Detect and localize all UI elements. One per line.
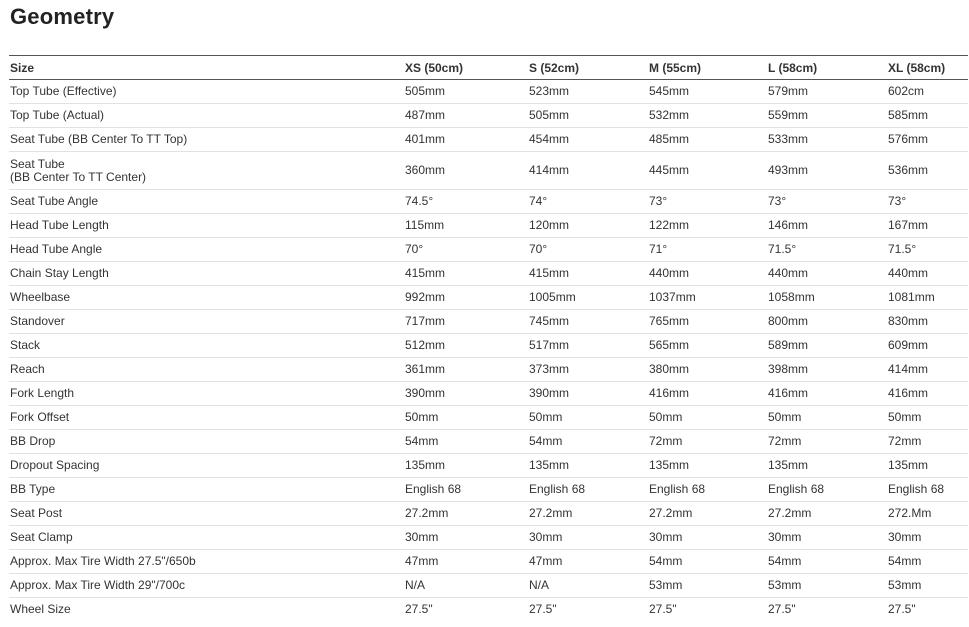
header-size: Size	[10, 60, 35, 75]
cell-m: 54mm	[649, 554, 683, 568]
cell-l: 1058mm	[768, 290, 815, 304]
cell-xs: 74.5°	[405, 194, 434, 208]
table-row	[9, 104, 968, 128]
cell-l: 27.2mm	[768, 506, 812, 520]
cell-xl: English 68	[888, 482, 945, 496]
cell-s: 27.5"	[529, 602, 557, 617]
cell-l: 54mm	[768, 554, 802, 568]
table-row	[9, 550, 968, 574]
cell-xs: N/A	[405, 578, 426, 592]
row-label: Seat Tube Angle	[10, 194, 99, 208]
header-xl: XL (58cm)	[888, 60, 946, 75]
row-label: Chain Stay Length	[10, 266, 109, 280]
cell-xs: 27.2mm	[405, 506, 449, 520]
cell-s: 47mm	[529, 554, 563, 568]
cell-s: N/A	[529, 578, 550, 592]
row-label: Head Tube Angle	[10, 242, 103, 256]
row-label: Fork Offset	[10, 410, 70, 424]
cell-xl: 414mm	[888, 362, 929, 376]
cell-xl: 576mm	[888, 132, 929, 146]
table-row	[9, 526, 968, 550]
cell-xs: 992mm	[405, 290, 446, 304]
table-row	[9, 598, 968, 622]
row-label: Fork Length	[10, 386, 75, 400]
cell-m: 545mm	[649, 84, 690, 98]
table-row	[9, 80, 968, 104]
row-label: Approx. Max Tire Width 27.5"/650b	[10, 554, 196, 568]
cell-m: 53mm	[649, 578, 683, 592]
cell-xs: 361mm	[405, 362, 446, 376]
cell-s: English 68	[529, 482, 586, 496]
cell-m: 72mm	[649, 434, 683, 448]
table-row	[9, 238, 968, 262]
cell-xl: 1081mm	[888, 290, 935, 304]
cell-l: 440mm	[768, 266, 809, 280]
cell-l: 71.5°	[768, 242, 797, 256]
row-label: Stack	[10, 338, 41, 352]
header-xs: XS (50cm)	[405, 60, 464, 75]
geometry-table-header	[9, 56, 968, 80]
table-row	[9, 310, 968, 334]
cell-xl: 53mm	[888, 578, 922, 592]
cell-m: 30mm	[649, 530, 683, 544]
row-label: Standover	[10, 314, 65, 328]
cell-m: 440mm	[649, 266, 690, 280]
cell-s: 50mm	[529, 410, 563, 424]
row-label: Seat Post	[10, 506, 63, 520]
geometry-table	[9, 55, 968, 622]
cell-xl: 72mm	[888, 434, 922, 448]
table-row	[9, 214, 968, 238]
table-row	[9, 334, 968, 358]
cell-xs: 30mm	[405, 530, 439, 544]
cell-m: English 68	[649, 482, 706, 496]
cell-l: 72mm	[768, 434, 802, 448]
cell-l: 398mm	[768, 362, 809, 376]
cell-l: 533mm	[768, 132, 809, 146]
cell-s: 454mm	[529, 132, 570, 146]
cell-xl: 585mm	[888, 108, 929, 122]
cell-xl: 272.Mm	[888, 506, 932, 520]
cell-xs: 54mm	[405, 434, 439, 448]
cell-xl: 609mm	[888, 338, 929, 352]
cell-m: 765mm	[649, 314, 690, 328]
cell-xs: 415mm	[405, 266, 446, 280]
cell-l: 493mm	[768, 163, 809, 177]
row-label: Dropout Spacing	[10, 458, 100, 472]
cell-s: 505mm	[529, 108, 570, 122]
row-label: BB Type	[10, 482, 56, 496]
cell-s: 517mm	[529, 338, 570, 352]
cell-l: 416mm	[768, 386, 809, 400]
cell-xs: 27.5"	[405, 602, 433, 617]
cell-xl: 54mm	[888, 554, 922, 568]
cell-l: 589mm	[768, 338, 809, 352]
cell-l: 27.5"	[768, 602, 796, 617]
row-label: Top Tube (Effective)	[10, 84, 117, 98]
cell-xs: 135mm	[405, 458, 446, 472]
cell-xs: 512mm	[405, 338, 446, 352]
cell-xl: 416mm	[888, 386, 929, 400]
cell-s: 373mm	[529, 362, 570, 376]
table-row	[9, 358, 968, 382]
cell-s: 30mm	[529, 530, 563, 544]
cell-xs: 360mm	[405, 163, 446, 177]
page-title: Geometry	[10, 4, 115, 29]
header-l: L (58cm)	[768, 60, 818, 75]
row-label: Reach	[10, 362, 45, 376]
geometry-table-body	[9, 80, 968, 622]
table-row	[9, 382, 968, 406]
header-row	[9, 56, 968, 80]
cell-m: 50mm	[649, 410, 683, 424]
header-m: M (55cm)	[649, 60, 702, 75]
row-label	[9, 152, 404, 190]
cell-m: 380mm	[649, 362, 690, 376]
cell-xs: 50mm	[405, 410, 439, 424]
cell-xl: 73°	[888, 194, 907, 208]
row-label: Seat Clamp	[10, 530, 73, 544]
cell-m: 416mm	[649, 386, 690, 400]
cell-l: 146mm	[768, 218, 809, 232]
row-label-line: Seat Tube	[10, 156, 65, 171]
table-row	[9, 574, 968, 598]
cell-l: 135mm	[768, 458, 809, 472]
cell-s: 523mm	[529, 84, 570, 98]
cell-s: 390mm	[529, 386, 570, 400]
cell-s: 120mm	[529, 218, 570, 232]
cell-l: 50mm	[768, 410, 802, 424]
cell-xl: 440mm	[888, 266, 929, 280]
cell-m: 27.2mm	[649, 506, 693, 520]
row-label: Head Tube Length	[10, 218, 109, 232]
cell-m: 445mm	[649, 163, 690, 177]
table-row	[9, 478, 968, 502]
table-row	[9, 262, 968, 286]
cell-m: 122mm	[649, 218, 690, 232]
cell-xl: 30mm	[888, 530, 922, 544]
table-row	[9, 430, 968, 454]
cell-m: 27.5"	[649, 602, 677, 617]
cell-xl: 50mm	[888, 410, 922, 424]
cell-l: 579mm	[768, 84, 809, 98]
row-label: Wheel Size	[10, 602, 71, 617]
cell-s: 745mm	[529, 314, 570, 328]
cell-l: English 68	[768, 482, 825, 496]
table-row	[9, 406, 968, 430]
table-row	[9, 454, 968, 478]
row-label: BB Drop	[10, 434, 56, 448]
cell-xl: 830mm	[888, 314, 929, 328]
cell-s: 74°	[529, 194, 548, 208]
cell-m: 532mm	[649, 108, 690, 122]
cell-l: 53mm	[768, 578, 802, 592]
cell-xl: 27.5"	[888, 602, 916, 617]
cell-xs: English 68	[405, 482, 462, 496]
table-row	[9, 190, 968, 214]
cell-m: 565mm	[649, 338, 690, 352]
cell-s: 1005mm	[529, 290, 576, 304]
cell-xs: 505mm	[405, 84, 446, 98]
cell-l: 800mm	[768, 314, 809, 328]
cell-xs: 401mm	[405, 132, 446, 146]
cell-xl: 536mm	[888, 163, 929, 177]
table-row	[9, 152, 968, 190]
cell-m: 73°	[649, 194, 668, 208]
cell-xs: 70°	[405, 242, 424, 256]
cell-xs: 487mm	[405, 108, 446, 122]
cell-xl: 167mm	[888, 218, 929, 232]
row-label: Top Tube (Actual)	[10, 108, 105, 122]
cell-s: 27.2mm	[529, 506, 573, 520]
cell-m: 485mm	[649, 132, 690, 146]
row-label-line: (BB Center To TT Center)	[10, 169, 147, 184]
cell-s: 54mm	[529, 434, 563, 448]
cell-s: 135mm	[529, 458, 570, 472]
cell-m: 71°	[649, 242, 668, 256]
table-row	[9, 128, 968, 152]
cell-m: 1037mm	[649, 290, 696, 304]
cell-l: 73°	[768, 194, 787, 208]
row-label: Approx. Max Tire Width 29"/700c	[10, 578, 186, 592]
cell-xl: 71.5°	[888, 242, 917, 256]
cell-s: 414mm	[529, 163, 570, 177]
cell-s: 70°	[529, 242, 548, 256]
cell-l: 30mm	[768, 530, 802, 544]
cell-m: 135mm	[649, 458, 690, 472]
table-row	[9, 286, 968, 310]
row-label: Seat Tube (BB Center To TT Top)	[10, 132, 188, 146]
cell-xs: 115mm	[405, 218, 445, 232]
header-s: S (52cm)	[529, 60, 580, 75]
cell-xs: 717mm	[405, 314, 446, 328]
cell-xl: 135mm	[888, 458, 929, 472]
row-label: Wheelbase	[10, 290, 71, 304]
cell-s: 415mm	[529, 266, 570, 280]
table-row	[9, 502, 968, 526]
cell-l: 559mm	[768, 108, 809, 122]
cell-xl: 602cm	[888, 84, 925, 98]
cell-xs: 390mm	[405, 386, 446, 400]
cell-xs: 47mm	[405, 554, 439, 568]
